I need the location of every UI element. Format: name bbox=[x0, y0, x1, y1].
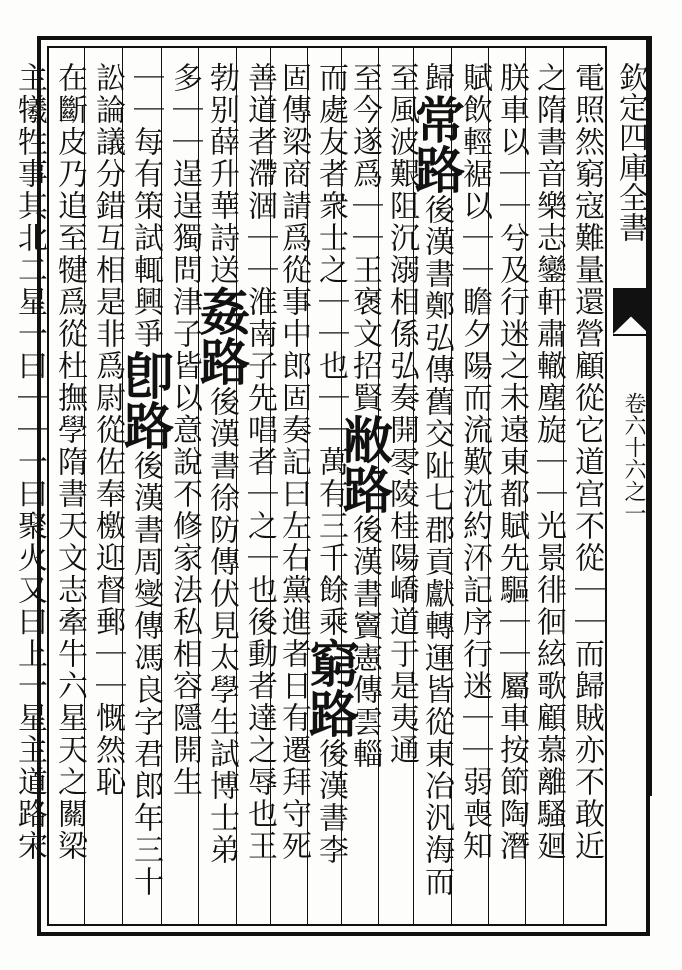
text-column bbox=[116, 62, 175, 918]
text-column bbox=[87, 62, 127, 918]
text-column bbox=[273, 62, 313, 918]
text-column bbox=[192, 62, 251, 918]
column-text: ｜｜每有策試輒興爭 bbox=[128, 62, 163, 350]
column-prefix: 歸 bbox=[419, 62, 454, 94]
column-text: 之隋書音樂志鑾軒肅轍塵旋｜｜光景徘徊絃歌顧慕離騷廻 bbox=[531, 62, 566, 862]
text-column bbox=[9, 62, 49, 918]
column-text: 後漢書竇憲傳雲輜 bbox=[347, 514, 382, 770]
book-title: 欽定四庫全書 bbox=[613, 62, 648, 242]
text-column bbox=[335, 62, 394, 918]
fishtail-line bbox=[613, 334, 649, 348]
text-column bbox=[491, 62, 531, 918]
headword: 敝路 bbox=[335, 414, 394, 514]
column-text: 多｜｜逞逞獨問津 bbox=[167, 62, 202, 318]
column-text: 爲尉從佐奉檄迎督郵｜｜慨然恥 bbox=[90, 350, 125, 798]
juan-label: 卷六十六之一 bbox=[621, 392, 646, 524]
column-text: 朕車以｜｜兮及行迷之未遠東都賦先驅｜｜屬車按節陶潛 bbox=[494, 62, 529, 862]
column-text: 至風波艱阻沉溺相係弘奏開零陵桂陽嶠道于是夷通 bbox=[384, 62, 419, 766]
column-text: 後漢書李 bbox=[313, 738, 348, 866]
text-column bbox=[407, 62, 466, 918]
text-column bbox=[239, 62, 279, 918]
column-text: 電照然窮寇難量還營顧從它道宫不從｜｜而歸賊亦不敢近 bbox=[569, 62, 604, 862]
column-text: 訟論議分錯互相是非 bbox=[90, 62, 125, 350]
column-text: 在斷皮乃追至犍爲從杜撫學隋書天文志牽牛六星天之關梁 bbox=[52, 62, 87, 862]
column-text: 固傳梁商請爲從事中郎固奏記曰左右黨進者日有遷拜守死 bbox=[276, 62, 311, 862]
headword: 常路 bbox=[407, 94, 466, 194]
header-edge bbox=[648, 36, 652, 796]
column-text: 至今遂爲｜｜王褒文招賢 bbox=[347, 62, 382, 414]
text-column bbox=[528, 62, 568, 918]
column-text: 後漢書徐防傳伏見太學生試博士弟 bbox=[204, 386, 239, 866]
column-text: 後漢書鄭弘傳舊交阯七郡貢獻轉運皆從東冶汎海而 bbox=[419, 194, 454, 898]
column-text: 賦飲輕裾以｜｜瞻夕陽而流歎沈約㳅記序行迷｜｜弱喪知 bbox=[457, 62, 492, 862]
text-column bbox=[301, 62, 360, 918]
text-column bbox=[49, 62, 89, 918]
headword: 姦路 bbox=[192, 286, 251, 386]
column-text: 子皆以意說不修家法私相容隱開生 bbox=[167, 318, 202, 798]
text-column bbox=[566, 62, 606, 918]
headword: 窮路 bbox=[301, 638, 360, 738]
column-text: 而處友者衆士之｜｜也 bbox=[313, 62, 348, 382]
column-text: 主犧牲事其北二星一曰｜｜一曰聚火又曰上一星主道路宋 bbox=[12, 62, 47, 862]
headword: 卽路 bbox=[116, 350, 175, 450]
column-text: 善道者滯涸｜｜淮南子先唱者｜之｜也後動者達之辱也王 bbox=[242, 62, 277, 862]
text-column bbox=[164, 62, 204, 918]
column-text: 勃别薛升華詩送 bbox=[204, 62, 239, 286]
column-text: 後漢書周燮傳馮良字君郎年三十 bbox=[128, 450, 163, 898]
column-text: ｜｜萬有三千餘乘 bbox=[313, 382, 348, 638]
